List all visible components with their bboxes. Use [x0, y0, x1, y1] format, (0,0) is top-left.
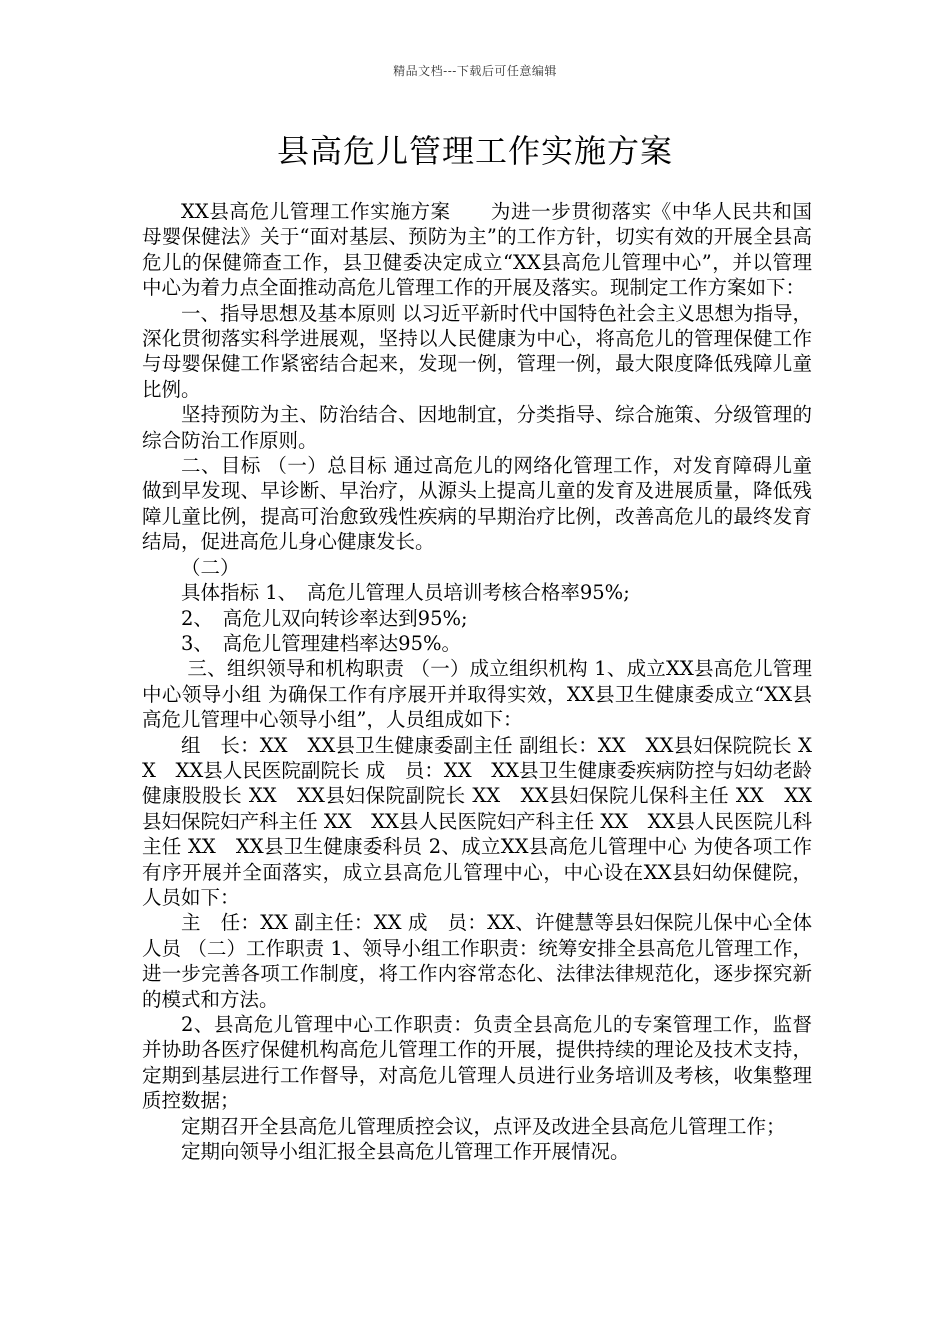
paragraph-guiding-principles: 一、指导思想及基本原则 以习近平新时代中国特色社会主义思想为指导，深化贯彻落实科学进展观，坚持以人民健康为中心，将高危儿的管理保健工作与母婴保健工作紧密结合起来，发现一例，管理一例，最大限度降低残障儿童比例。: [142, 301, 812, 401]
document-title: 县高危儿管理工作实施方案: [276, 132, 673, 170]
paragraph-members: 组 长：XX XX县卫生健康委副主任 副组长：XX XX县妇保院院长 XX XX县人民医院副院长 成 员：XX XX县卫生健康委疾病防控与妇幼老龄健康股股长 XX XX县妇保院副院长 XX XX县妇保院儿保科主任 XX XX县妇保院妇产科主任 XX XX县人民医院妇产科主任 XX XX县人民医院儿科主任 XX XX县卫生健康委科员 2、成立XX县高危儿管理中心 为使各项工作有序开展并全面落实，成立县高危儿管理中心，中心设在XX县妇幼保健院，人员如下：: [142, 733, 812, 909]
paragraph-indicator-1: 具体指标 1、 高危儿管理人员培训考核合格率95%;: [181, 581, 630, 605]
paragraph-organization: 三、组织领导和机构职责 （一）成立组织机构 1、成立XX县高危儿管理中心领导小组 为确保工作有序展开并取得实效，XX县卫生健康委成立“XX县高危儿管理中心领导小组”，人员组成如下：: [142, 657, 812, 732]
paragraph-overall-goal: 二、目标 （一）总目标 通过高危儿的网络化管理工作，对发育障碍儿童做到早发现、早诊断、早治疗，从源头上提高儿童的发育及进展质量，降低残障儿童比例，提高可治愈致残性疾病的早期治疗比例，改善高危儿的最终发育结局，促进高危儿身心健康发长。: [142, 454, 812, 554]
paragraph-indicator-3: 3、 高危儿管理建档率达95%。: [181, 631, 461, 655]
paragraph-work-principles: 坚持预防为主、防治结合、因地制宜，分类指导、综合施策、分级管理的综合防治工作原则。: [142, 403, 812, 452]
page-header-note: 精品文档---下载后可任意编辑: [393, 64, 557, 78]
document-body: [142, 199, 812, 1164]
paragraph-subsection-two: （二）: [181, 555, 240, 579]
paragraph-report: 定期向领导小组汇报全县高危儿管理工作开展情况。: [181, 1140, 630, 1164]
paragraph-quality-meeting: 定期召开全县高危儿管理质控会议，点评及改进全县高危儿管理工作；: [181, 1114, 786, 1138]
paragraph-center-duties: 2、县高危儿管理中心工作职责：负责全县高危儿的专案管理工作，监督并协助各医疗保健机构高危儿管理工作的开展，提供持续的理论及技术支持，定期到基层进行工作督导，对高危儿管理人员进行业务培训及考核，收集整理质控数据；: [142, 1013, 812, 1113]
paragraph-indicator-2: 2、 高危儿双向转诊率达到95%;: [181, 606, 468, 630]
paragraph-center-staff: 主 任：XX 副主任：XX 成 员：XX、许健慧等县妇保院儿保中心全体人员 （二）工作职责 1、领导小组工作职责：统筹安排全县高危儿管理工作，进一步完善各项工作制度，将工作内容常态化、法律法律规范化，逐步探究新的模式和方法。: [142, 911, 812, 1011]
paragraph-intro: XX县高危儿管理工作实施方案 为进一步贯彻落实《中华人民共和国母婴保健法》关于“面对基层、预防为主”的工作方针，切实有效的开展全县高危儿的保健筛查工作，县卫健委决定成立“XX县高危儿管理中心”，并以管理中心为着力点全面推动高危儿管理工作的开展及落实。现制定工作方案如下：: [142, 200, 812, 300]
